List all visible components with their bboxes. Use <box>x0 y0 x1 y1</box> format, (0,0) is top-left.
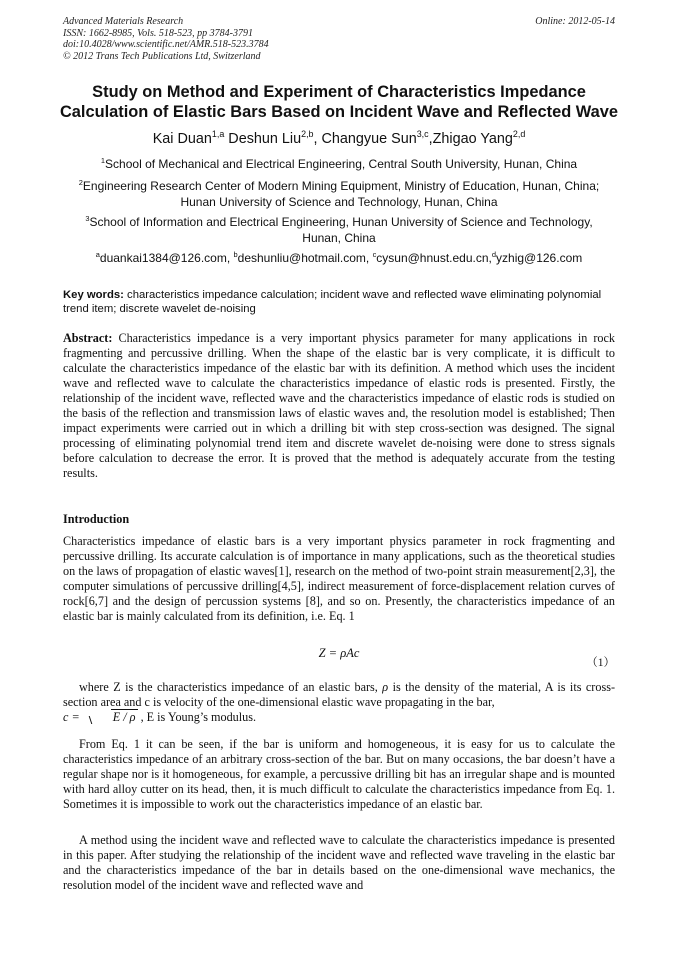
email-mark: c <box>372 250 377 259</box>
equation-number: （1） <box>586 657 615 669</box>
journal-header <box>63 16 269 62</box>
journal-copyright: © 2012 Trans Tech Publications Ltd, Switzerland <box>63 50 261 62</box>
email-text: cysun@hnust.edu.cn, <box>376 251 492 265</box>
square-root <box>86 710 138 725</box>
email-text: duankai1384@126.com, <box>99 251 234 265</box>
intro-paragraph-4: A method using the incident wave and reflected wave to calculate the characteristics impedance is presented in this paper. After studying the relationship of the incident wave and reflected wave traveling in the elastic bar and the characteristics impedance of the bar in details based on the one-dimensional wave mechanics, the resolution model of the incident wave and reflected wave and <box>63 833 615 892</box>
email-mark: d <box>491 250 497 259</box>
affiliation-mark: 2 <box>78 178 83 187</box>
intro-paragraph-2 <box>63 680 615 725</box>
affiliation-text: School of Information and Electrical Engineering, Hunan University of Science and Technology, <box>89 215 593 229</box>
affiliation-mark: 3 <box>85 214 90 223</box>
author-emails <box>50 250 628 266</box>
affiliation-mark: 1 <box>100 156 106 165</box>
equation-1 <box>63 646 615 669</box>
section-heading-introduction: Introduction <box>63 512 130 526</box>
email-text: yzhig@126.com <box>496 251 583 265</box>
email-mark: b <box>233 250 238 259</box>
affiliation-3 <box>50 214 628 246</box>
keywords <box>63 288 615 316</box>
author-list <box>40 130 638 148</box>
affiliation-text: Hunan University of Science and Technology, Hunan, China <box>180 195 498 209</box>
intro-paragraph-1: Characteristics impedance of elastic bars is a very important physics parameter in rock fragmenting and percussive drilling. Its accurate calculation is of importance in many applications, such as the theoretical studies on the laws of propagation of elastic waves[1], research on the method of two-point strain measurement[2,3], the computer simulations of percussive drilling[4,5], indirect measurement of force-displacement relation curves of rock[6,7] and the design of percussion systems [8], and so on. Presently, the characteristics impedance of an elastic bar is mainly calculated from its definition, i.e. Eq. 1 <box>63 534 615 623</box>
journal-doi: doi:10.4028/www.scientific.net/AMR.518-523.3784 <box>63 39 269 50</box>
intro-paragraph-3: From Eq. 1 it can be seen, if the bar is uniform and homogeneous, it is easy for us to calculate the characteristics impedance of an arbitrary cross-section of the bar. But on many occasions, the bar doesn’t have a regular shape nor is it homogeneous, for example, a percussive drilling bit has an irregular shape and is mounted with hard alloy cutter on its head, then, it is much difficult to calculate the characteristics impedance from Eq. 1. Sometimes it is impossible to work out the characteristics impedance of an elastic bar. <box>63 737 615 811</box>
author-affiliation-mark: 2,d <box>512 129 526 140</box>
equation-body: Z = ρAc <box>318 646 360 660</box>
author-name: Kai Duan <box>152 131 212 147</box>
title-line-2: Calculation of Elastic Bars Based on Incident Wave and Reflected Wave <box>59 103 619 121</box>
abstract-label: Abstract: <box>63 331 113 345</box>
author-separator: , <box>428 131 433 147</box>
keywords-label: Key words: <box>63 289 124 301</box>
author-affiliation-mark: 3,c <box>416 129 429 140</box>
affiliation-1 <box>50 156 628 172</box>
affiliation-2 <box>50 178 628 210</box>
journal-name: Advanced Materials Research <box>63 16 184 27</box>
sqrt-radicand: E / ρ <box>112 710 136 724</box>
author-affiliation-mark: 1,a <box>211 129 225 140</box>
paper-title <box>40 82 638 122</box>
velocity-equation: c = <box>63 710 83 724</box>
title-line-1: Study on Method and Experiment of Characteristics Impedance <box>92 83 586 101</box>
author-affiliation-mark: 2,b <box>301 129 314 140</box>
author-name: Deshun Liu <box>228 131 302 147</box>
abstract <box>63 331 615 481</box>
author-separator: , <box>313 131 322 147</box>
affiliation-text: School of Mechanical and Electrical Engineering, Central South University, Hunan, China <box>105 157 578 171</box>
author-name: Changyue Sun <box>321 131 417 147</box>
online-date: Online: 2012-05-14 <box>535 16 615 27</box>
journal-issn: ISSN: 1662-8985, Vols. 518-523, pp 3784-3791 <box>63 27 253 39</box>
affiliation-text: Engineering Research Center of Modern Mining Equipment, Ministry of Education, Hunan, China; <box>82 179 600 193</box>
email-text: deshunliu@hotmail.com, <box>237 251 373 265</box>
paragraph-text: , E is Young’s modulus. <box>137 710 257 724</box>
abstract-text: Characteristics impedance is a very important physics parameter for many applications in rock fragmenting and percussive drilling. When the shape of the elastic bar is very complicate, it is difficult to calculate the characteristics impedance of the elastic bar with its definition. A method which uses the incident wave and reflected wave to calculate the characteristics impedance of elastic rods is presented. Firstly, the relationship of the incident wave, reflected wave and the characteristics impedance of elastic rods is studied on the basis of the reflection and transmission laws of elastic waves and, the resolution model is established; Then impact experiments were carried out in which a drilling bit with step cross-section was designed. The signal processing of eliminating polynomial trend item and discrete wavelet de-noising were done to stress signals before calculation to decrease the error. It is proved that the method is adequately accurate from the testing results. <box>63 331 615 480</box>
paragraph-text: is the density of the material, A is its cross-section area and c is velocity of the one-dimensional elastic wave propagating in the bar, <box>63 680 615 709</box>
keywords-text: characteristics impedance calculation; incident wave and reflected wave eliminating polynomial trend item; discrete wavelet de-noising <box>63 289 602 315</box>
rho-symbol: ρ <box>382 680 389 694</box>
paragraph-text: where Z is the characteristics impedance of an elastic bars, <box>79 680 383 694</box>
author-name: Zhigao Yang <box>432 131 513 147</box>
email-mark: a <box>95 250 100 259</box>
affiliation-text: Hunan, China <box>302 231 376 245</box>
